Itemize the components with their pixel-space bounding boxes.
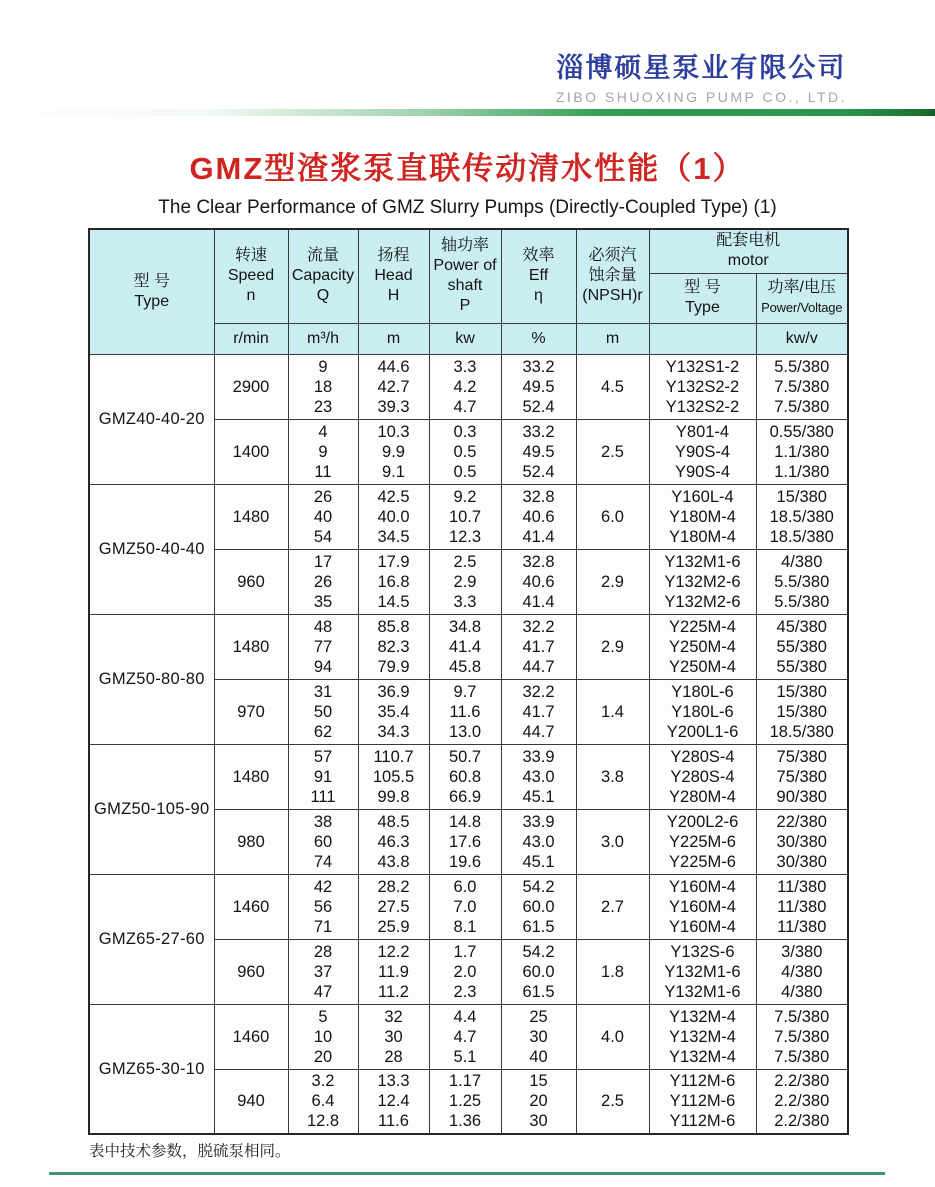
npsh-value: 4.0 <box>576 1004 649 1069</box>
shaft-power-values: 2.5 2.9 3.3 <box>429 549 501 614</box>
shaft-power-values: 50.7 60.8 66.9 <box>429 744 501 809</box>
head-values: 44.6 42.7 39.3 <box>358 354 429 419</box>
capacity-values: 57 91 111 <box>288 744 358 809</box>
capacity-values: 38 60 74 <box>288 809 358 874</box>
speed-value: 940 <box>214 1069 288 1134</box>
efficiency-values: 32.8 40.6 41.4 <box>501 549 576 614</box>
table-row <box>89 744 848 809</box>
shaft-power-values: 9.7 11.6 13.0 <box>429 679 501 744</box>
col-header-motor: 配套电机 motor <box>649 229 848 273</box>
speed-value: 960 <box>214 549 288 614</box>
npsh-value: 3.8 <box>576 744 649 809</box>
col-header-motor-power-voltage: 功率/电压 Power/Voltage <box>756 273 848 323</box>
motor-type-values: Y132M1-6 Y132M2-6 Y132M2-6 <box>649 549 756 614</box>
company-name-en: ZIBO SHUOXING PUMP CO., LTD. <box>555 89 847 105</box>
capacity-values: 28 37 47 <box>288 939 358 1004</box>
table-row <box>89 354 848 419</box>
head-values: 28.2 27.5 25.9 <box>358 874 429 939</box>
header-row-main <box>89 229 848 273</box>
motor-type-values: Y225M-4 Y250M-4 Y250M-4 <box>649 614 756 679</box>
motor-power-voltage-values: 7.5/380 7.5/380 7.5/380 <box>756 1004 848 1069</box>
green-gradient-divider <box>0 109 935 116</box>
motor-type-values: Y180L-6 Y180L-6 Y200L1-6 <box>649 679 756 744</box>
speed-value: 960 <box>214 939 288 1004</box>
motor-power-voltage-values: 4/380 5.5/380 5.5/380 <box>756 549 848 614</box>
unit-npsh: m <box>576 323 649 354</box>
motor-power-voltage-values: 11/380 11/380 11/380 <box>756 874 848 939</box>
npsh-value: 3.0 <box>576 809 649 874</box>
capacity-values: 48 77 94 <box>288 614 358 679</box>
shaft-power-values: 4.4 4.7 5.1 <box>429 1004 501 1069</box>
head-values: 13.3 12.4 11.6 <box>358 1069 429 1134</box>
bottom-teal-divider <box>49 1172 885 1175</box>
motor-power-voltage-values: 45/380 55/380 55/380 <box>756 614 848 679</box>
head-values: 48.5 46.3 43.8 <box>358 809 429 874</box>
motor-type-values: Y132S1-2 Y132S2-2 Y132S2-2 <box>649 354 756 419</box>
head-values: 36.9 35.4 34.3 <box>358 679 429 744</box>
table-row <box>89 1004 848 1069</box>
speed-value: 1460 <box>214 1004 288 1069</box>
col-header-head: 扬程 Head H <box>358 229 429 323</box>
efficiency-values: 32.8 40.6 41.4 <box>501 484 576 549</box>
shaft-power-values: 9.2 10.7 12.3 <box>429 484 501 549</box>
motor-type-values: Y132M-4 Y132M-4 Y132M-4 <box>649 1004 756 1069</box>
npsh-value: 2.5 <box>576 419 649 484</box>
npsh-value: 2.7 <box>576 874 649 939</box>
pump-type: GMZ50-105-90 <box>89 744 214 874</box>
efficiency-values: 33.9 43.0 45.1 <box>501 744 576 809</box>
shaft-power-values: 1.17 1.25 1.36 <box>429 1069 501 1134</box>
motor-type-values: Y160L-4 Y180M-4 Y180M-4 <box>649 484 756 549</box>
head-values: 85.8 82.3 79.9 <box>358 614 429 679</box>
motor-power-voltage-values: 15/380 18.5/380 18.5/380 <box>756 484 848 549</box>
head-values: 12.2 11.9 11.2 <box>358 939 429 1004</box>
page-subtitle: The Clear Performance of GMZ Slurry Pumps (Directly-Coupled Type) (1) <box>158 197 777 218</box>
efficiency-values: 15 20 30 <box>501 1069 576 1134</box>
capacity-values: 31 50 62 <box>288 679 358 744</box>
company-header <box>556 46 847 105</box>
npsh-value: 6.0 <box>576 484 649 549</box>
footnote: 表中技术参数，脱硫泵相同。 <box>89 1143 291 1160</box>
efficiency-values: 32.2 41.7 44.7 <box>501 679 576 744</box>
shaft-power-values: 6.0 7.0 8.1 <box>429 874 501 939</box>
col-header-motor-type: 型 号 Type <box>649 273 756 323</box>
unit-capacity: m³/h <box>288 323 358 354</box>
capacity-values: 3.2 6.4 12.8 <box>288 1069 358 1134</box>
unit-head: m <box>358 323 429 354</box>
motor-type-values: Y112M-6 Y112M-6 Y112M-6 <box>649 1069 756 1134</box>
motor-type-values: Y160M-4 Y160M-4 Y160M-4 <box>649 874 756 939</box>
capacity-values: 17 26 35 <box>288 549 358 614</box>
npsh-value: 1.4 <box>576 679 649 744</box>
npsh-value: 1.8 <box>576 939 649 1004</box>
unit-efficiency: % <box>501 323 576 354</box>
capacity-values: 26 40 54 <box>288 484 358 549</box>
motor-type-values: Y200L2-6 Y225M-6 Y225M-6 <box>649 809 756 874</box>
table-row <box>89 484 848 549</box>
unit-motor-power-voltage: kw/v <box>756 323 848 354</box>
shaft-power-values: 34.8 41.4 45.8 <box>429 614 501 679</box>
speed-value: 970 <box>214 679 288 744</box>
efficiency-values: 33.2 49.5 52.4 <box>501 354 576 419</box>
col-header-efficiency: 效率 Eff η <box>501 229 576 323</box>
shaft-power-values: 14.8 17.6 19.6 <box>429 809 501 874</box>
table-row <box>89 614 848 679</box>
motor-type-values: Y132S-6 Y132M1-6 Y132M1-6 <box>649 939 756 1004</box>
speed-value: 1480 <box>214 614 288 679</box>
motor-power-voltage-values: 2.2/380 2.2/380 2.2/380 <box>756 1069 848 1134</box>
unit-speed: r/min <box>214 323 288 354</box>
efficiency-values: 33.9 43.0 45.1 <box>501 809 576 874</box>
col-header-npsh: 必须汽 蚀余量 (NPSH)r <box>576 229 649 323</box>
page-title: GMZ型渣浆泵直联传动清水性能（1） <box>189 151 746 186</box>
speed-value: 1480 <box>214 484 288 549</box>
speed-value: 1480 <box>214 744 288 809</box>
npsh-value: 2.5 <box>576 1069 649 1134</box>
efficiency-values: 33.2 49.5 52.4 <box>501 419 576 484</box>
npsh-value: 2.9 <box>576 614 649 679</box>
motor-power-voltage-values: 5.5/380 7.5/380 7.5/380 <box>756 354 848 419</box>
table-row <box>89 874 848 939</box>
speed-value: 2900 <box>214 354 288 419</box>
efficiency-values: 54.2 60.0 61.5 <box>501 874 576 939</box>
shaft-power-values: 1.7 2.0 2.3 <box>429 939 501 1004</box>
pump-type: GMZ50-40-40 <box>89 484 214 614</box>
motor-type-values: Y801-4 Y90S-4 Y90S-4 <box>649 419 756 484</box>
motor-power-voltage-values: 22/380 30/380 30/380 <box>756 809 848 874</box>
npsh-value: 2.9 <box>576 549 649 614</box>
shaft-power-values: 0.3 0.5 0.5 <box>429 419 501 484</box>
motor-power-voltage-values: 3/380 4/380 4/380 <box>756 939 848 1004</box>
head-values: 17.9 16.8 14.5 <box>358 549 429 614</box>
motor-type-values: Y280S-4 Y280S-4 Y280M-4 <box>649 744 756 809</box>
head-values: 110.7 105.5 99.8 <box>358 744 429 809</box>
speed-value: 980 <box>214 809 288 874</box>
pump-type: GMZ65-27-60 <box>89 874 214 1004</box>
head-values: 10.3 9.9 9.1 <box>358 419 429 484</box>
col-header-shaft-power: 轴功率 Power of shaft P <box>429 229 501 323</box>
motor-power-voltage-values: 75/380 75/380 90/380 <box>756 744 848 809</box>
motor-power-voltage-values: 15/380 15/380 18.5/380 <box>756 679 848 744</box>
capacity-values: 5 10 20 <box>288 1004 358 1069</box>
capacity-values: 42 56 71 <box>288 874 358 939</box>
pump-type: GMZ50-80-80 <box>89 614 214 744</box>
performance-table <box>88 228 849 1135</box>
npsh-value: 4.5 <box>576 354 649 419</box>
unit-motor-type <box>649 323 756 354</box>
speed-value: 1460 <box>214 874 288 939</box>
company-name-cn: 淄博硕星泵业有限公司 <box>556 53 847 83</box>
speed-value: 1400 <box>214 419 288 484</box>
head-values: 32 30 28 <box>358 1004 429 1069</box>
motor-power-voltage-values: 0.55/380 1.1/380 1.1/380 <box>756 419 848 484</box>
efficiency-values: 54.2 60.0 61.5 <box>501 939 576 1004</box>
shaft-power-values: 3.3 4.2 4.7 <box>429 354 501 419</box>
capacity-values: 9 18 23 <box>288 354 358 419</box>
head-values: 42.5 40.0 34.5 <box>358 484 429 549</box>
col-header-capacity: 流量 Capacity Q <box>288 229 358 323</box>
unit-shaft-power: kw <box>429 323 501 354</box>
pump-type: GMZ65-30-10 <box>89 1004 214 1134</box>
pump-type: GMZ40-40-20 <box>89 354 214 484</box>
capacity-values: 4 9 11 <box>288 419 358 484</box>
col-header-type: 型 号 Type <box>89 229 214 354</box>
efficiency-values: 32.2 41.7 44.7 <box>501 614 576 679</box>
col-header-speed: 转速 Speed n <box>214 229 288 323</box>
efficiency-values: 25 30 40 <box>501 1004 576 1069</box>
